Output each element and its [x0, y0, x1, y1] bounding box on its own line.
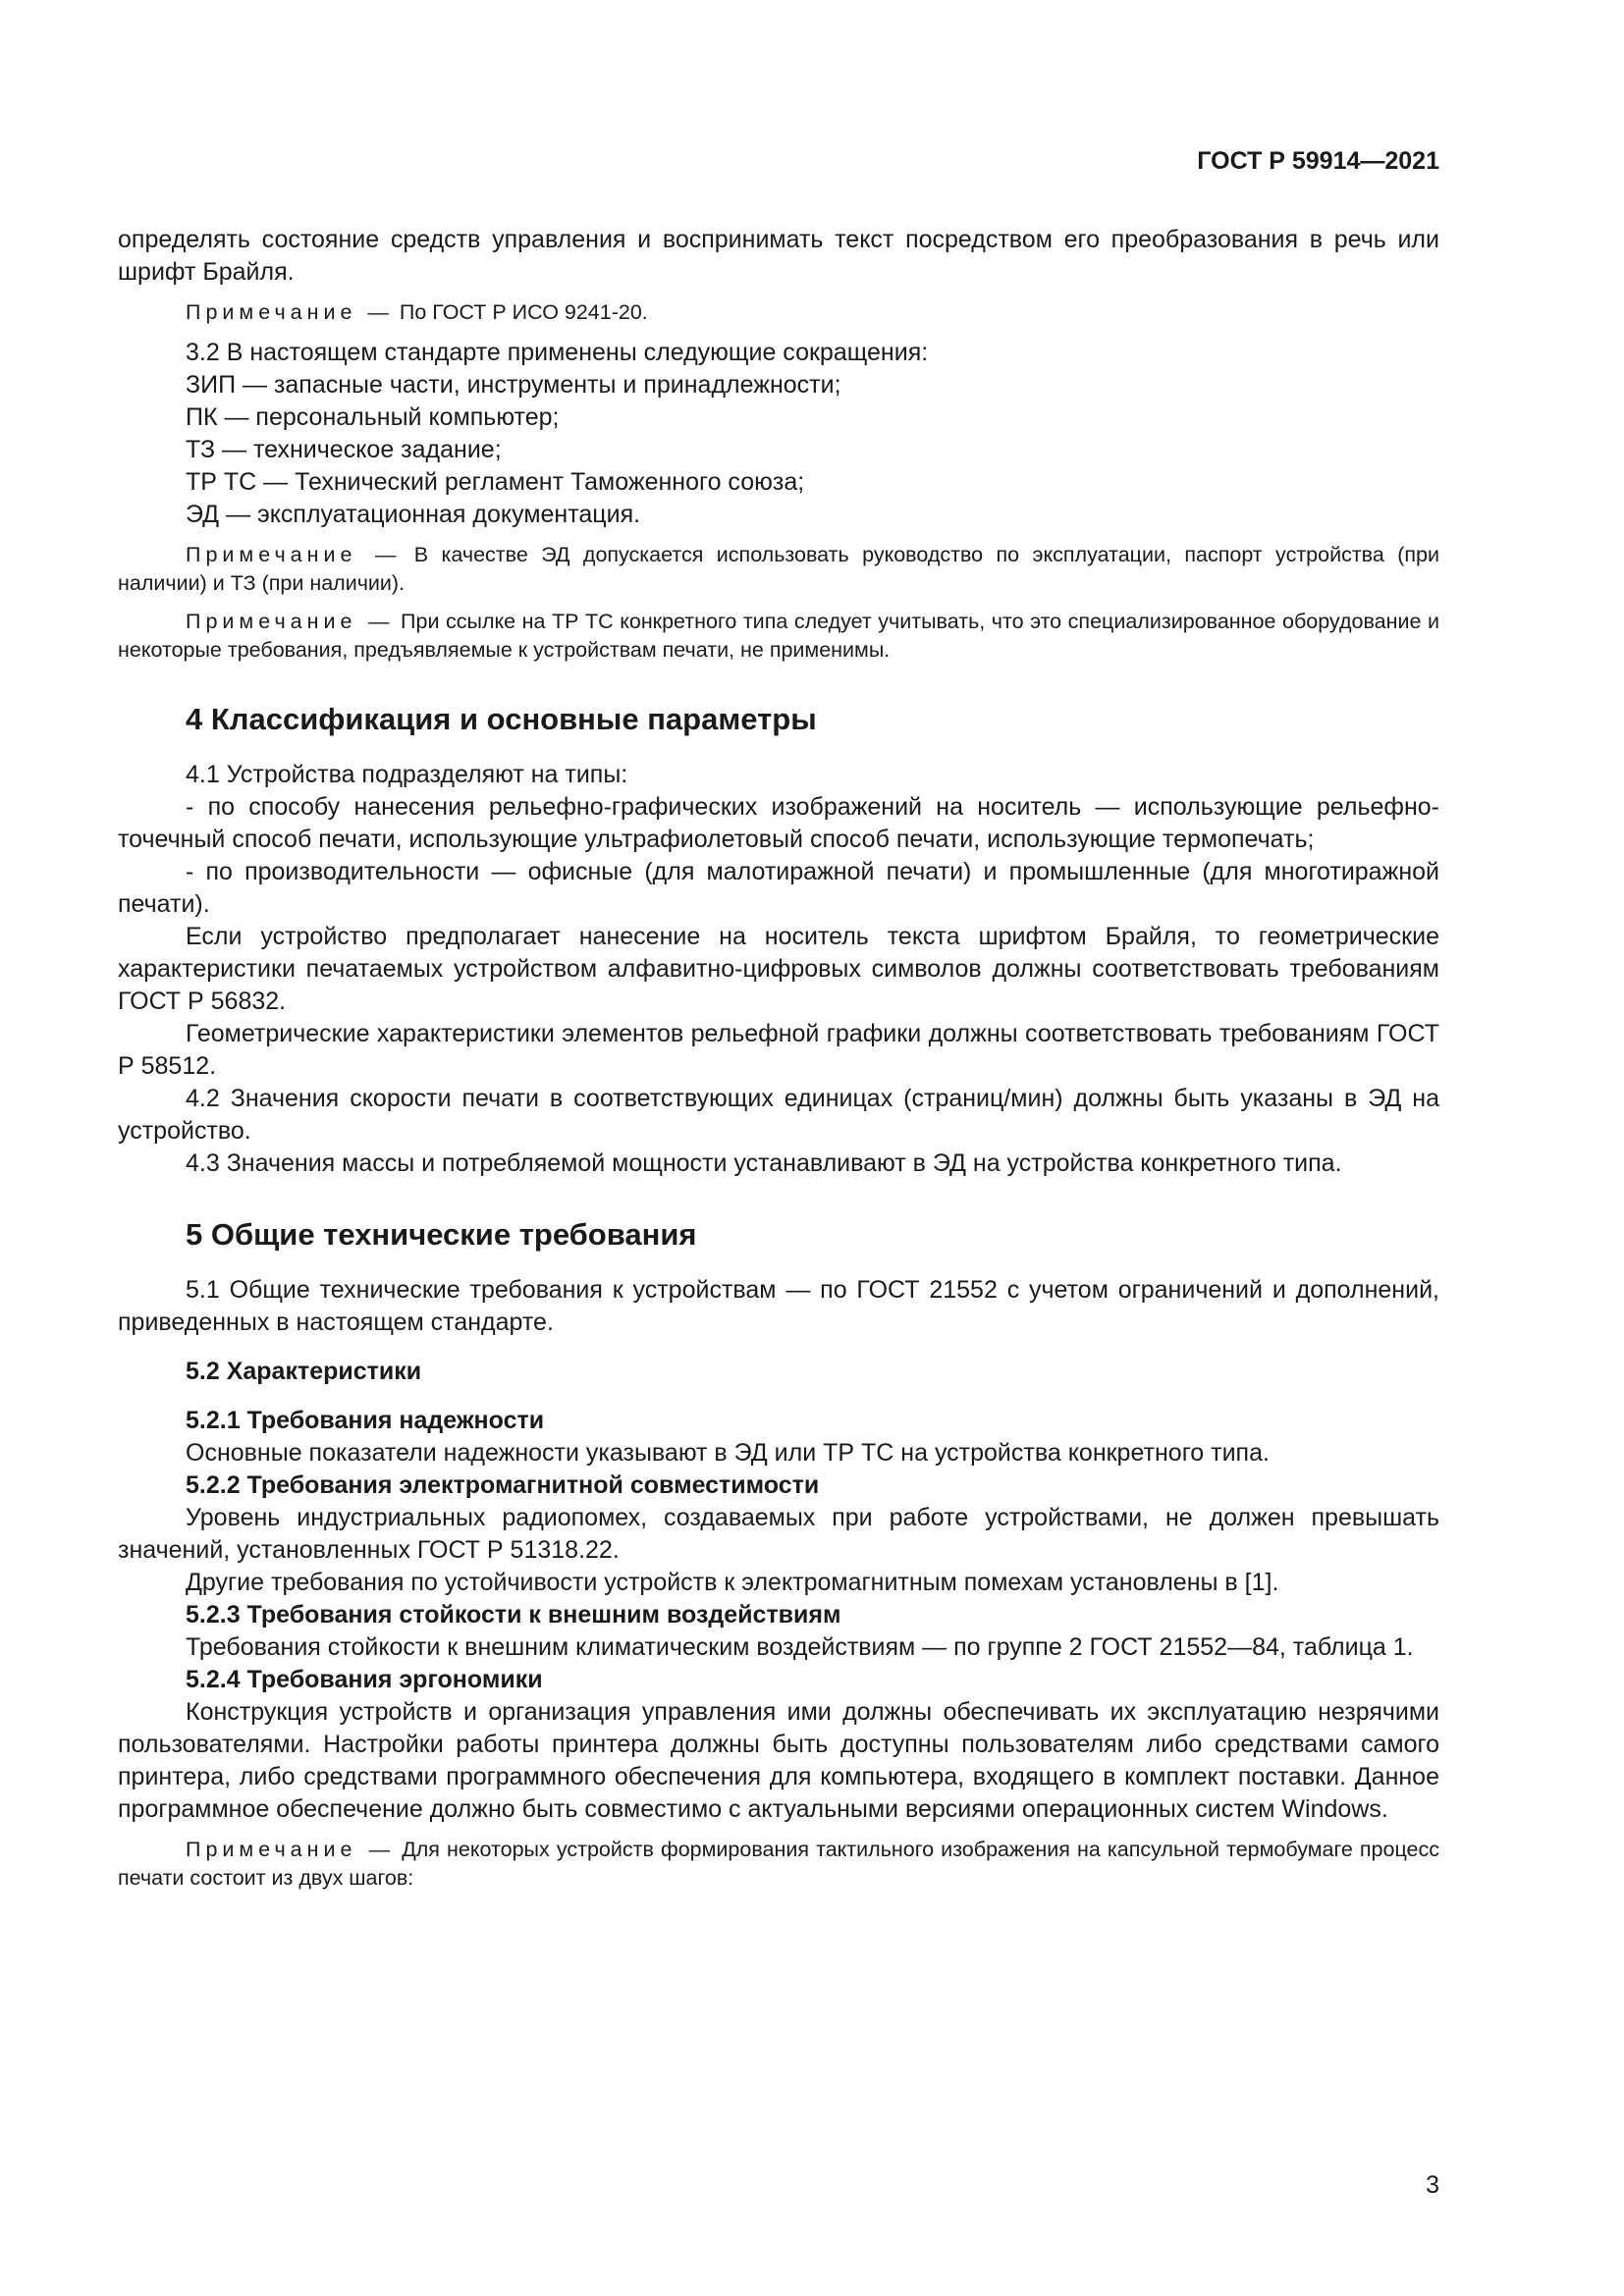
subsection-5-2-3-heading: 5.2.3 Требования стойкости к внешним воздействиям: [186, 1601, 841, 1629]
abbreviation-item: ЭД — эксплуатационная документация.: [186, 501, 641, 528]
clause-5-2-2-b: Другие требования по устойчивости устройств к электромагнитным помехам установлены в [1].: [186, 1569, 1279, 1596]
note-label: Примечание —: [186, 543, 402, 566]
note-label: Примечание —: [186, 300, 394, 324]
clause-5-1: 5.1 Общие технические требования к устройствам — по ГОСТ 21552 с учетом ограничений и дополнений, приведенных в настоящем стандарте.: [118, 1276, 1439, 1336]
abbreviation-item: ПК — персональный компьютер;: [186, 403, 560, 431]
document-header: ГОСТ Р 59914—2021: [1197, 147, 1439, 175]
note-1: [118, 298, 1439, 327]
clause-4-2: 4.2 Значения скорости печати в соответствующих единицах (страниц/мин) должны быть указаны в ЭД на устройство.: [118, 1085, 1439, 1145]
clause-4-1: 4.1 Устройства подразделяют на типы:: [186, 761, 628, 788]
note-text: В качестве ЭД допускается использовать руководство по эксплуатации, паспорт устройства (при наличии) и ТЗ (при наличии).: [118, 543, 1440, 595]
abbreviation-item: ЗИП — запасные части, инструменты и принадлежности;: [186, 371, 841, 399]
section-4-heading: 4 Классификация и основные параметры: [186, 702, 817, 736]
page-number: 3: [1426, 2171, 1439, 2199]
clause-5-2-4: Конструкция устройств и организация управления ими должны обеспечивать их эксплуатацию незрячими пользователями. Настройки работы принтера должны быть доступны пользователям либо средствами самого принтера, либо средствами программного обеспечения для компьютера, входящего в комплект поставки. Данное программное обеспечение должно быть совместимо с актуальными версиями операционных систем Windows.: [118, 1698, 1439, 1823]
clause-5-2-1: Основные показатели надежности указывают в ЭД или ТР ТС на устройства конкретного типа.: [186, 1439, 1270, 1467]
note-text: По ГОСТ Р ИСО 9241-20.: [399, 300, 648, 324]
abbreviation-item: ТЗ — техническое задание;: [186, 436, 502, 463]
subsection-5-2-4-heading: 5.2.4 Требования эргономики: [186, 1666, 543, 1693]
clause-4-1-item-a: - по способу нанесения рельефно-графических изображений на носитель — использующие рельефно-точечный способ печати, использующие ультрафиолетовый способ печати, использующие термопечать;: [118, 793, 1439, 853]
document-body: [118, 224, 1439, 1893]
note-4: [118, 1836, 1439, 1893]
intro-paragraph: определять состояние средств управления и воспринимать текст посредством его преобразования в речь или шрифт Брайля.: [118, 226, 1439, 286]
abbreviation-item: ТР ТС — Технический регламент Таможенного союза;: [186, 468, 805, 496]
clause-5-2-2-a: Уровень индустриальных радиопомех, создаваемых при работе устройствами, не должен превышать значений, установленных ГОСТ Р 51318.22.: [118, 1504, 1439, 1564]
clause-5-2-3: Требования стойкости к внешним климатическим воздействиям — по группе 2 ГОСТ 21552—84, таблица 1.: [186, 1633, 1414, 1661]
clause-4-1-braille: Если устройство предполагает нанесение на носитель текста шрифтом Брайля, то геометрические характеристики печатаемых устройством алфавитно-цифровых символов должны соответствовать требованиям ГОСТ Р 56832.: [118, 923, 1439, 1015]
note-2: [118, 541, 1439, 598]
note-label: Примечание —: [186, 1838, 396, 1861]
section-5-heading: 5 Общие технические требования: [186, 1217, 697, 1252]
note-text: При ссылке на ТР ТС конкретного типа следует учитывать, что это специализированное оборудование и некоторые требования, предъявляемые к устройствам печати, не применимы.: [118, 610, 1439, 662]
subsection-5-2-2-heading: 5.2.2 Требования электромагнитной совместимости: [186, 1471, 820, 1499]
clause-4-1-item-b: - по производительности — офисные (для малотиражной печати) и промышленные (для многотиражной печати).: [118, 858, 1439, 918]
clause-4-3: 4.3 Значения массы и потребляемой мощности устанавливают в ЭД на устройства конкретного типа.: [186, 1149, 1342, 1177]
subsection-5-2-heading: 5.2 Характеристики: [186, 1358, 422, 1385]
clause-3-2: 3.2 В настоящем стандарте применены следующие сокращения:: [186, 339, 929, 366]
subsection-5-2-1-heading: 5.2.1 Требования надежности: [186, 1407, 545, 1434]
clause-4-1-graphics: Геометрические характеристики элементов рельефной графики должны соответствовать требованиям ГОСТ Р 58512.: [118, 1020, 1439, 1080]
note-3: [118, 608, 1439, 665]
note-label: Примечание —: [186, 610, 395, 633]
note-text: Для некоторых устройств формирования тактильного изображения на капсульной термобумаге процесс печати состоит из двух шагов:: [118, 1838, 1439, 1890]
